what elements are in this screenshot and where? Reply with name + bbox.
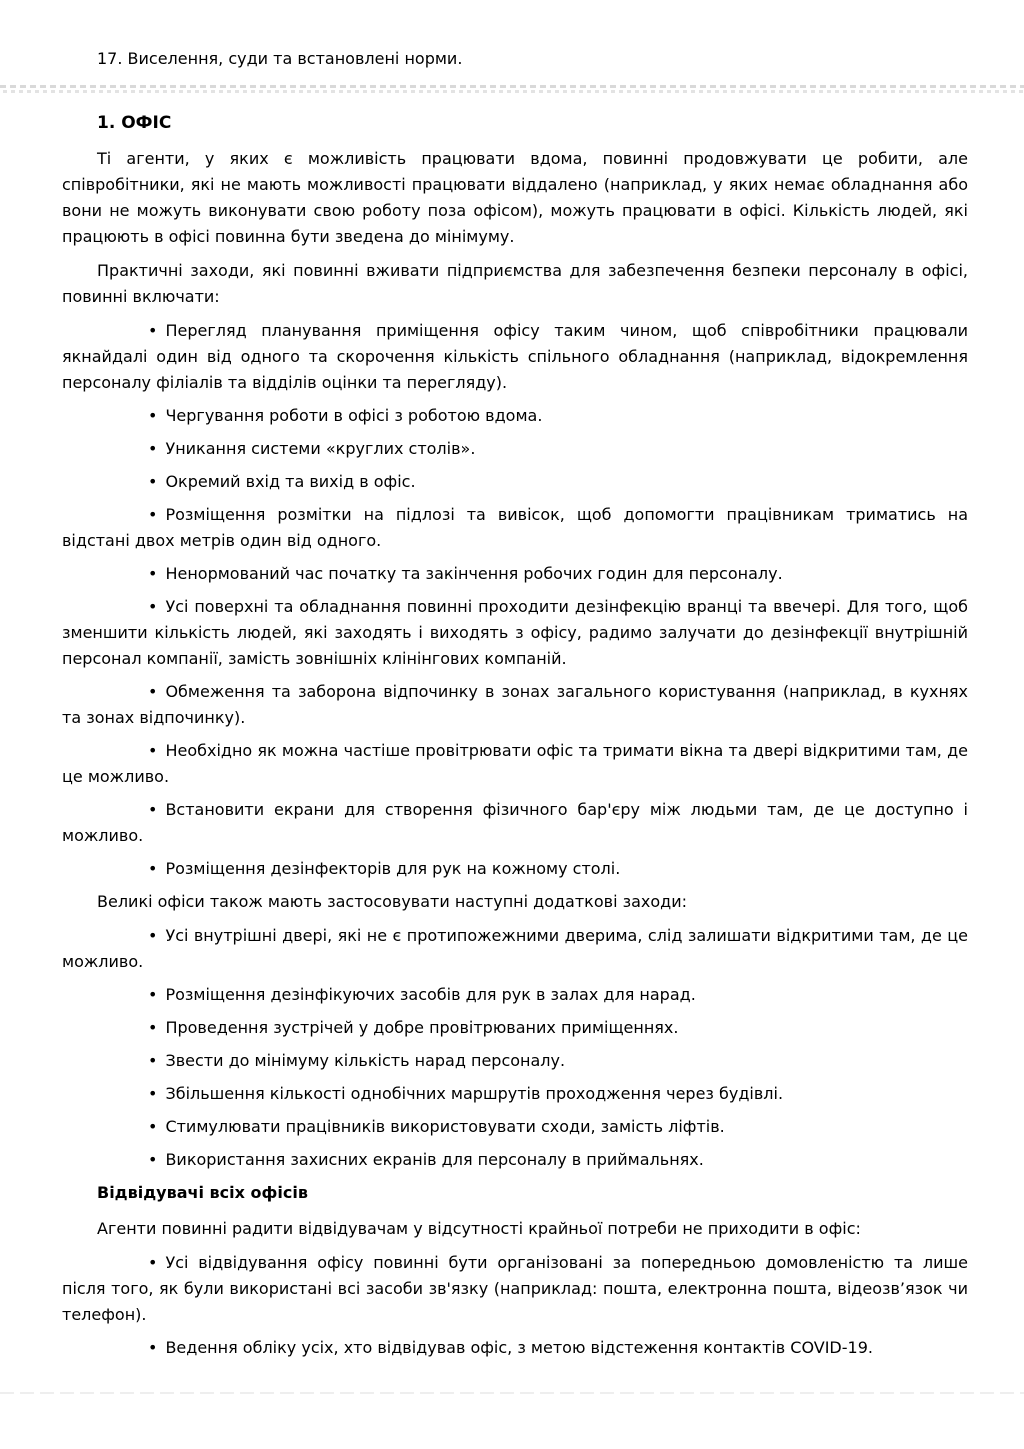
bullet-item xyxy=(62,318,968,396)
paragraph: Великі офіси також мають застосовувати наступні додаткові заходи: xyxy=(97,892,688,911)
bullet-text: Усі відвідування офісу повинні бути організовані за попередньою домовленістю та лише після того, як були використані всі засоби зв'язку (наприклад: пошта, електронна пошта, відеозв’язок чи телефон). xyxy=(62,1253,968,1324)
sub-heading: Відвідувачі всіх офісів xyxy=(97,1183,308,1202)
bullet-text: Чергування роботи в офісі з роботою вдома. xyxy=(165,406,543,425)
bullet-marker: • xyxy=(148,1253,158,1272)
bullet-item xyxy=(62,436,968,462)
bullet-text: Окремий вхід та вихід в офіс. xyxy=(165,472,416,491)
bullet-text: Розміщення розмітки на підлозі та вивісок, щоб допомогти працівникам триматись на відстані двох метрів один від одного. xyxy=(62,505,968,550)
bullet-text: Уникання системи «круглих столів». xyxy=(165,439,476,458)
bullet-marker: • xyxy=(148,1117,158,1136)
bullet-marker: • xyxy=(148,926,158,945)
bullet-text: Ненормований час початку та закінчення робочих годин для персоналу. xyxy=(165,564,783,583)
bullet-marker: • xyxy=(148,321,158,340)
bullet-marker: • xyxy=(148,741,158,760)
bullet-item xyxy=(62,982,968,1008)
bullet-item xyxy=(62,738,968,790)
bullet-item xyxy=(62,1081,968,1107)
bullet-item xyxy=(62,679,968,731)
section-heading: 1. ОФІС xyxy=(97,113,172,133)
bullet-marker: • xyxy=(148,682,158,701)
bullet-marker: • xyxy=(148,564,158,583)
bullet-item xyxy=(62,403,968,429)
bullet-marker: • xyxy=(148,1084,158,1103)
bullet-text: Розміщення дезінфікуючих засобів для рук в залах для нарад. xyxy=(165,985,696,1004)
bullet-marker: • xyxy=(148,597,158,616)
bullet-item xyxy=(62,1015,968,1041)
bullet-item xyxy=(62,797,968,849)
page-break-line-bottom xyxy=(0,1391,1024,1395)
bullet-item xyxy=(62,923,968,975)
bullet-item xyxy=(62,1114,968,1140)
bullet-marker: • xyxy=(148,1051,158,1070)
bullet-item xyxy=(62,502,968,554)
paragraph: Агенти повинні радити відвідувачам у відсутності крайньої потреби не приходити в офіс: xyxy=(97,1219,861,1238)
bullet-text: Ведення обліку усіх, хто відвідував офіс, з метою відстеження контактів COVID-19. xyxy=(165,1338,873,1357)
bullet-text: Проведення зустрічей у добре провітрюваних приміщеннях. xyxy=(165,1018,679,1037)
bullet-marker: • xyxy=(148,406,158,425)
bullet-item xyxy=(62,594,968,672)
bullet-item xyxy=(62,856,968,882)
bullet-marker: • xyxy=(148,472,158,491)
bullet-text: Перегляд планування приміщення офісу таким чином, щоб співробітники працювали якнайдалі один від одного та скорочення кількість спільного обладнання (наприклад, відокремлення персоналу філіалів та відділів оцінки та перегляду). xyxy=(62,321,968,392)
bullet-text: Звести до мінімуму кількість нарад персоналу. xyxy=(165,1051,566,1070)
bullet-item xyxy=(62,1147,968,1173)
bullet-item xyxy=(62,561,968,587)
bullet-item xyxy=(62,1048,968,1074)
bullet-item xyxy=(62,1250,968,1328)
bullet-text: Усі поверхні та обладнання повинні проходити дезінфекцію вранці та ввечері. Для того, щоб зменшити кількість людей, які заходять і виходять з офісу, радимо залучати до дезінфекції внутрішній персонал компанії, замість зовнішніх клінінгових компаній. xyxy=(62,597,968,668)
bullet-text: Усі внутрішні двері, які не є протипожежними дверима, слід залишати відкритими там, де це можливо. xyxy=(62,926,968,971)
document-content xyxy=(62,46,968,1395)
paragraph: Практичні заходи, які повинні вживати підприємства для забезпечення безпеки персоналу в офісі, повинні включати: xyxy=(62,261,968,306)
bullet-text: Необхідно як можна частіше провітрювати офіс та тримати вікна та двері відкритими там, де це можливо. xyxy=(62,741,968,786)
bullet-marker: • xyxy=(148,800,158,819)
bullet-text: Обмеження та заборона відпочинку в зонах загального користування (наприклад, в кухнях та зонах відпочинку). xyxy=(62,682,968,727)
bullet-marker: • xyxy=(148,439,158,458)
bullet-text: Використання захисних екранів для персоналу в приймальнях. xyxy=(165,1150,704,1169)
doc-title-line: 17. Виселення, суди та встановлені норми. xyxy=(97,49,463,68)
bullet-marker: • xyxy=(148,505,158,524)
bullet-marker: • xyxy=(148,985,158,1004)
bullet-marker: • xyxy=(148,1018,158,1037)
bullet-text: Встановити екрани для створення фізичного бар'єру між людьми там, де це доступно і можливо. xyxy=(62,800,968,845)
bullet-text: Розміщення дезінфекторів для рук на кожному столі. xyxy=(165,859,621,878)
bullet-marker: • xyxy=(148,1338,158,1357)
page-break-line-top xyxy=(0,84,1024,94)
bullet-marker: • xyxy=(148,859,158,878)
bullet-item xyxy=(62,469,968,495)
bullet-text: Стимулювати працівників використовувати сходи, замість ліфтів. xyxy=(165,1117,725,1136)
bullet-text: Збільшення кількості однобічних маршрутів проходження через будівлі. xyxy=(165,1084,784,1103)
bullet-marker: • xyxy=(148,1150,158,1169)
bullet-item xyxy=(62,1335,968,1361)
paragraph: Ті агенти, у яких є можливість працювати вдома, повинні продовжувати це робити, але співробітники, які не мають можливості працювати віддалено (наприклад, у яких немає обладнання або вони не можуть виконувати свою роботу поза офісом), можуть працювати в офісі. Кількість людей, які працюють в офісі повинна бути зведена до мінімуму. xyxy=(62,149,968,246)
